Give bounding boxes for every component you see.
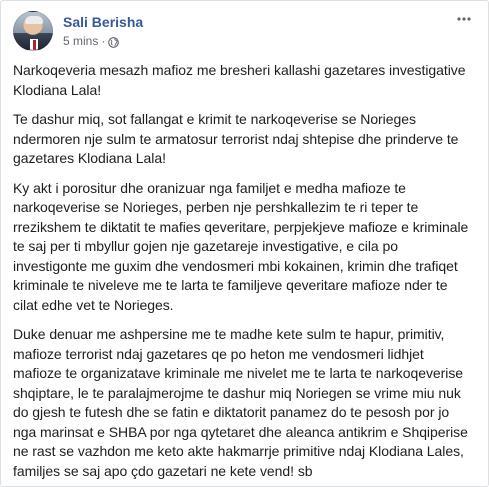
author-name[interactable]: Sali Berisha [63,14,144,30]
post-header [13,11,476,53]
globe-icon[interactable] [108,36,119,47]
post-paragraph-3: Ky akt i porositur dhe oranizuar nga familjet e medha mafioze te narkoqeverise se Norieges, perben nje pershkallezim te ri teper te rrezikshem te diktatit te mafies qeveritare, perpjekjeve mafioze e kriminale te saj per ti mbyllur gojen nje gazetareje investigative, e cila po investigonte me guxim dhe vendosmeri mbi kokainen, krimin dhe trafiqet kriminale te niveleve me te larta te familjeve qeveritare mafioze nder te cilat edhe vet te Norieges. [13,179,469,313]
avatar-hair [25,16,43,24]
post-meta [63,33,119,49]
avatar-tie [33,40,36,51]
post-paragraph-1: Narkoqeveria mesazh mafioz me bresheri kallashi gazetares investigative Klodiana Lala! [13,62,466,98]
post-paragraph-2: Te dashur miq, sot fallangat e krimit te narkoqeverise se Norieges ndermoren nje sulm te armatosur terrorist ndaj shtepise dhe prinderve te gazetares Klodiana Lala! [13,111,459,166]
post-body [13,61,471,487]
avatar[interactable] [13,11,53,51]
post-paragraph-4: Duke denuar me ashpersine me te madhe kete sulm te hapur, primitiv, mafioze terrorist ndaj gazetares qe po heton me vendosmeri lidhjet mafioze te organizatave kriminale me nivelet me te larta te narkoqeverise shqiptare, le te paralajmerojme te dashur miq Noriegen se vrime miu nuk do gjesh te futesh dhe se fatin e diktatorit panamez do te pesosh por jo nga marinsat e SHBA por nga qytetaret dhe aleanca antikrim e Shqiperise ne rast se vazhdon me keto akte hakmarrje primitive ndaj Klodiana Lales, familjes se saj apo çdo gazetari ne kete vend! sb [13,326,468,479]
post-timestamp[interactable]: 5 mins [63,34,99,48]
meta-separator: · [101,34,106,48]
ellipsis-icon[interactable] [454,11,474,27]
